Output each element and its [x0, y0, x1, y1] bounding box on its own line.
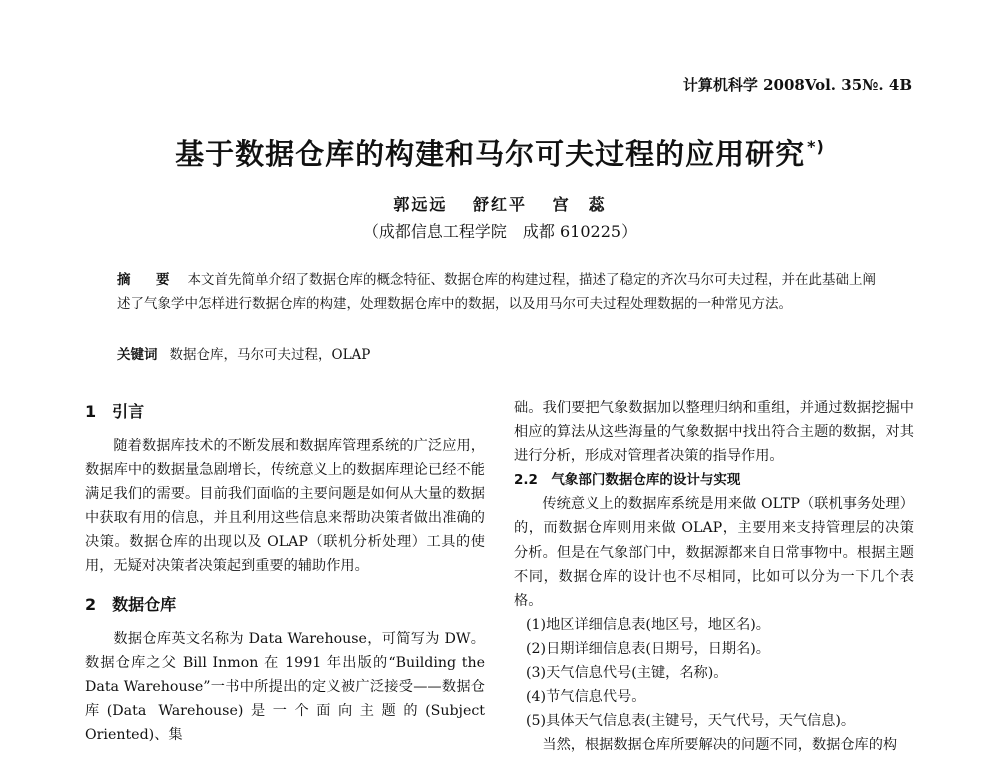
list-item: (4)节气信息代号。: [526, 689, 646, 706]
abstract-label: 摘 要: [117, 272, 176, 288]
right-column: [514, 396, 914, 757]
title-footnote-marker: *): [807, 137, 825, 156]
list-item: (3)天气信息代号(主键，名称)。: [526, 665, 728, 682]
list-item: (5)具体天气信息表(主键号，天气代号，天气信息)。: [526, 713, 856, 730]
author-name: 舒红平: [472, 195, 527, 214]
section-paragraph: 传统意义上的数据库系统是用来做 OLTP（联机事务处理）的，而数据仓库则用来做 OLAP，主要用来支持管理层的决策分析。但是在气象部门中，数据源都来自日常事物中。根据主题不同，数据仓库的设计也不尽相同，比如可以分为一下几个表格。: [514, 496, 914, 609]
author-list: [0, 192, 1000, 215]
keywords-label: 关键词: [117, 347, 158, 363]
continued-paragraph: 础。我们要把气象数据加以整理归纳和重组，并通过数据挖掘中相应的算法从这些海量的气象数据中找出符合主题的数据，对其进行分析，形成对管理者决策的指导作用。: [514, 400, 914, 465]
author-name: 宫 蕊: [552, 195, 607, 214]
list-item: (1)地区详细信息表(地区号，地区名)。: [526, 616, 770, 633]
keywords-text: 数据仓库，马尔可夫过程，OLAP: [169, 347, 371, 363]
section-heading: 2 数据仓库: [85, 594, 177, 614]
paper-title: [0, 132, 1000, 173]
title-text: 基于数据仓库的构建和马尔可夫过程的应用研究: [175, 137, 806, 171]
list-item: (2)日期详细信息表(日期号，日期名)。: [526, 640, 770, 657]
section-paragraph: 数据仓库英文名称为 Data Warehouse，可简写为 DW。数据仓库之父 Bill Inmon 在 1991 年出版的“Building the Data Warehouse”一书中所提出的定义被广泛接受——数据仓库(Data Warehouse)是一个面向主题的(Subject Oriented)、集: [85, 630, 485, 743]
section-paragraph: 随着数据库技术的不断发展和数据库管理系统的广泛应用，数据库中的数据量急剧增长，传统意义上的数据库理论已经不能满足我们的需要。目前我们面临的主要问题是如何从大量的数据中获取有用的信息，并且利用这些信息来帮助决策者做出准确的决策。数据仓库的出现以及 OLAP（联机分析处理）工具的使用，无疑对决策者决策起到重要的辅助作用。: [85, 438, 485, 575]
journal-header: 计算机科学 2008Vol. 35№. 4B: [682, 76, 912, 94]
left-column: [85, 396, 485, 747]
section-heading: 1 引言: [85, 402, 145, 421]
spacer: [85, 579, 485, 589]
abstract: [117, 268, 887, 316]
subsection-heading: 2.2 气象部门数据仓库的设计与实现: [514, 472, 741, 489]
keywords: [117, 343, 370, 363]
abstract-text: 本文首先简单介绍了数据仓库的概念特征、数据仓库的构建过程，描述了稳定的齐次马尔可夫过程，并在此基础上阐述了气象学中怎样进行数据仓库的构建，处理数据仓库中的数据，以及用马尔可夫过程处理数据的一种常见方法。: [117, 272, 876, 312]
author-name: 郭远远: [393, 195, 448, 214]
section-paragraph: 当然，根据数据仓库所要解决的问题不同，数据仓库的构: [542, 737, 898, 754]
affiliation: （成都信息工程学院 成都 610225）: [362, 222, 638, 241]
